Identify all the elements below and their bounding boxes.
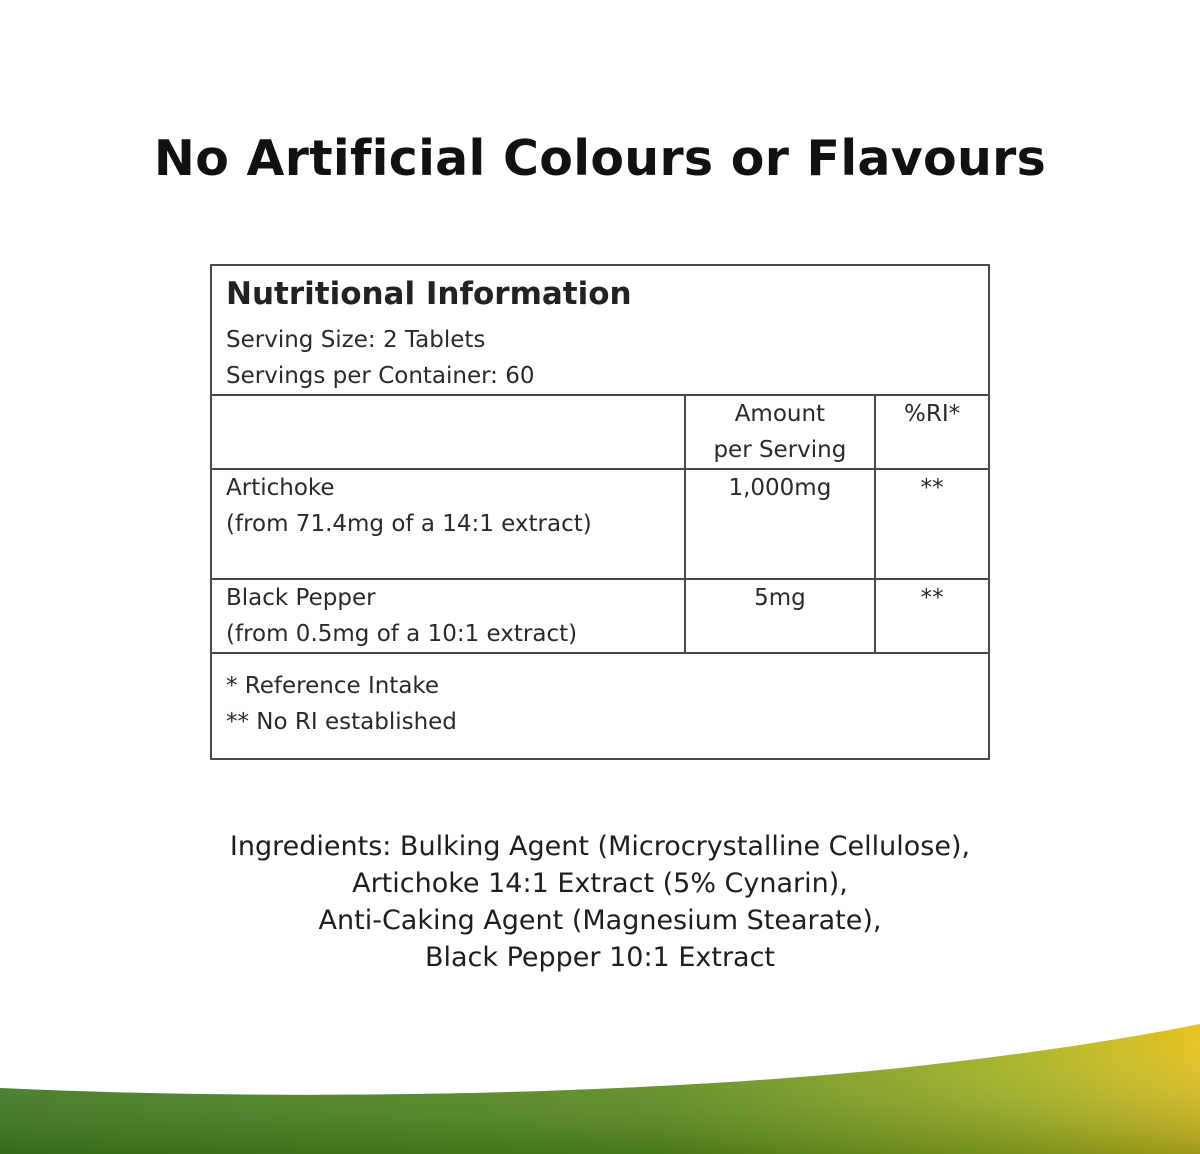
column-header-ri: %RI*: [875, 395, 989, 469]
footnote-reference-intake: * Reference Intake: [226, 673, 440, 699]
column-header-blank: [211, 395, 685, 469]
amount-cell: 5mg: [685, 579, 876, 653]
ingredient-name: Black Pepper: [226, 585, 376, 611]
ingredient-name: Artichoke: [226, 475, 335, 501]
ingredients-line-1: Ingredients: Bulking Agent (Microcrystalline Cellulose),: [229, 831, 971, 862]
nutrition-header-row: [211, 265, 989, 395]
nutrition-table: [210, 264, 990, 760]
ingredient-source: (from 71.4mg of a 14:1 extract): [226, 511, 592, 537]
decorative-swoosh: [0, 990, 1200, 1154]
column-header-amount: [685, 395, 876, 469]
nutrition-title: Nutritional Information: [226, 276, 632, 312]
column-amount-line2: per Serving: [713, 437, 847, 463]
ri-cell: **: [875, 579, 989, 653]
column-header-row: [211, 395, 989, 469]
ingredient-source: (from 0.5mg of a 10:1 extract): [226, 621, 578, 647]
ingredient-cell: [211, 469, 685, 579]
ingredients-text: [0, 828, 1200, 976]
amount-cell: 1,000mg: [685, 469, 876, 579]
ingredient-cell: [211, 579, 685, 653]
headline: No Artificial Colours or Flavours: [153, 130, 1047, 187]
ingredients-line-3: Anti-Caking Agent (Magnesium Stearate),: [318, 905, 882, 936]
footnote-no-ri: ** No RI established: [226, 709, 457, 735]
table-row: [211, 469, 989, 579]
serving-size: Serving Size: 2 Tablets: [226, 327, 486, 353]
ri-cell: **: [875, 469, 989, 579]
column-amount-line1: Amount: [734, 401, 826, 427]
ingredients-line-4: Black Pepper 10:1 Extract: [424, 942, 776, 973]
servings-per-container: Servings per Container: 60: [226, 363, 535, 389]
ingredients-line-2: Artichoke 14:1 Extract (5% Cynarin),: [352, 868, 848, 899]
table-row: [211, 579, 989, 653]
footnote-row: [211, 653, 989, 759]
